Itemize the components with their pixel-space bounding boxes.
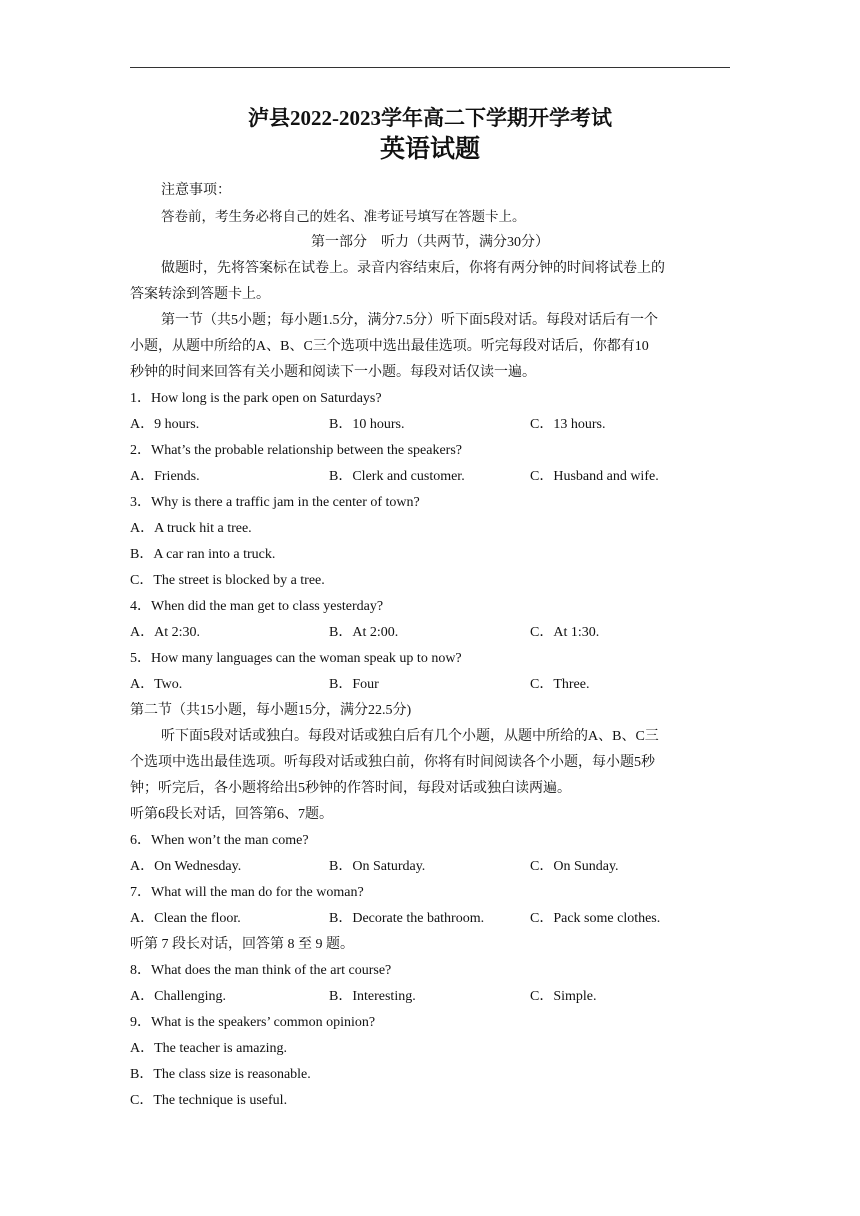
section1-line-3: 秒钟的时间来回答有关小题和阅读下一小题。每段对话仅读一遍。 <box>130 365 536 380</box>
question-2-option-a: A．Friends. <box>130 469 200 484</box>
header-rule <box>130 67 730 68</box>
question-1-option-b: B．10 hours. <box>329 417 405 432</box>
question-9-option-c: C．The technique is useful. <box>130 1093 288 1108</box>
question-6-option-c: C．On Sunday. <box>530 859 619 874</box>
question-9-option-a: A．The teacher is amazing. <box>130 1041 288 1056</box>
listen-dialogue-7: 听第 7 段长对话，回答第 8 至 9 题。 <box>130 937 354 952</box>
question-2-stem: 2．What’s the probable relationship between the speakers? <box>130 443 462 458</box>
question-2-option-b: B．Clerk and customer. <box>329 469 465 484</box>
section2-line-2: 个选项中选出最佳选项。听每段对话或独白前，你将有时间阅读各个小题，每小题5秒 <box>130 755 655 770</box>
question-5-option-c: C．Three. <box>530 677 590 692</box>
listen-dialogue-6: 听第6段长对话，回答第6、7题。 <box>130 807 333 822</box>
question-3-stem: 3．Why is there a traffic jam in the center of town? <box>130 495 420 510</box>
question-1-option-a: A．9 hours. <box>130 417 200 432</box>
instructions-line-2: 答案转涂到答题卡上。 <box>130 287 270 302</box>
question-7-option-c: C．Pack some clothes. <box>530 911 661 926</box>
question-8-option-c: C．Simple. <box>530 989 597 1004</box>
question-5-stem: 5．How many languages can the woman speak up to now? <box>130 651 462 666</box>
exam-title: 泸县2022-2023学年高二下学期开学考试 <box>248 106 612 130</box>
question-8-option-a: A．Challenging. <box>130 989 227 1004</box>
part1-heading: 第一部分 听力（共两节，满分30分） <box>311 235 549 250</box>
question-6-option-a: A．On Wednesday. <box>130 859 242 874</box>
question-3-option-a: A．A truck hit a tree. <box>130 521 252 536</box>
section1-line-1: 第一节（共5小题；每小题1.5分，满分7.5分）听下面5段对话。每段对话后有一个 <box>161 313 658 328</box>
section2-heading: 第二节（共15小题，每小题15分，满分22.5分) <box>130 703 412 718</box>
question-4-option-c: C．At 1:30. <box>530 625 600 640</box>
question-1-option-c: C．13 hours. <box>530 417 606 432</box>
section2-line-1: 听下面5段对话或独白。每段对话或独白后有几个小题，从题中所给的A、B、C三 <box>161 729 659 744</box>
notice-label: 注意事项： <box>161 183 231 198</box>
question-2-option-c: C．Husband and wife. <box>530 469 659 484</box>
question-8-option-b: B．Interesting. <box>329 989 416 1004</box>
question-8-stem: 8．What does the man think of the art course? <box>130 963 392 978</box>
exam-subject: 英语试题 <box>379 136 480 163</box>
question-4-stem: 4．When did the man get to class yesterday? <box>130 599 384 614</box>
question-4-option-b: B．At 2:00. <box>329 625 399 640</box>
question-4-option-a: A．At 2:30. <box>130 625 200 640</box>
question-3-option-c: C．The street is blocked by a tree. <box>130 573 325 588</box>
section1-line-2: 小题，从题中所给的A、B、C三个选项中选出最佳选项。听完每段对话后，你都有10 <box>130 339 649 354</box>
instructions-line-1: 做题时，先将答案标在试卷上。录音内容结束后，你将有两分钟的时间将试卷上的 <box>161 261 665 276</box>
question-9-stem: 9．What is the speakers’ common opinion? <box>130 1015 376 1030</box>
question-7-option-a: A．Clean the floor. <box>130 911 241 926</box>
question-3-option-b: B．A car ran into a truck. <box>130 547 276 562</box>
section2-line-3: 钟；听完后，各小题将给出5秒钟的作答时间，每段对话或独白读两遍。 <box>130 781 571 796</box>
question-7-option-b: B．Decorate the bathroom. <box>329 911 485 926</box>
question-6-stem: 6．When won’t the man come? <box>130 833 309 848</box>
question-7-stem: 7．What will the man do for the woman? <box>130 885 364 900</box>
question-5-option-b: B．Four <box>329 677 379 692</box>
notice-text: 答卷前，考生务必将自己的姓名、准考证号填写在答题卡上。 <box>161 209 526 225</box>
question-1-stem: 1．How long is the park open on Saturdays? <box>130 391 382 406</box>
question-5-option-a: A．Two. <box>130 677 183 692</box>
question-6-option-b: B．On Saturday. <box>329 859 426 874</box>
question-9-option-b: B．The class size is reasonable. <box>130 1067 311 1082</box>
